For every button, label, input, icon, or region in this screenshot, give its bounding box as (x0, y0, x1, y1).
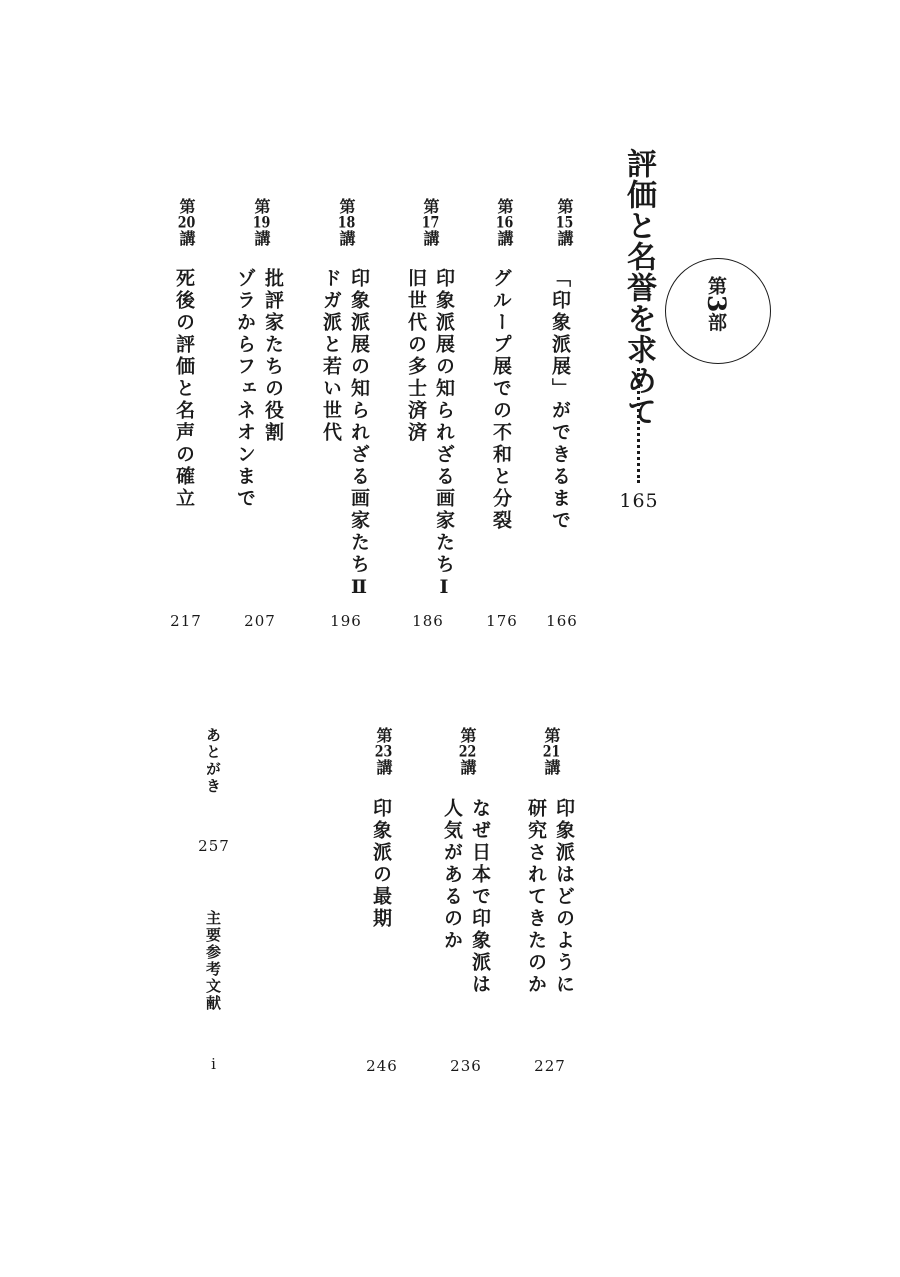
part-title[interactable]: 評価と名誉を求めて (621, 148, 656, 427)
lecture-23-number: 第23講 (374, 727, 393, 775)
lecture-23-page: 246 (366, 1057, 398, 1075)
lecture-18-title-line-2[interactable]: ドガ派と若い世代 (320, 268, 342, 444)
lecture-22-title-line-2[interactable]: 人気があるのか (441, 798, 463, 952)
references-page: i (211, 1055, 217, 1073)
lecture-17-title-line-1[interactable]: 印象派展の知られざる画家たちⅠ (433, 268, 455, 601)
lecture-22-title-line-1[interactable]: なぜ日本で印象派は (469, 798, 491, 996)
lecture-15-page: 166 (546, 612, 578, 630)
lecture-15-number: 第15講 (555, 198, 574, 246)
lecture-21-title-line-1[interactable]: 印象派はどのように (553, 798, 575, 996)
lecture-16-number: 第16講 (495, 198, 514, 246)
afterword-label[interactable]: あとがき (204, 727, 222, 795)
lecture-15-title[interactable]: 「印象派展」ができるまで (549, 268, 571, 532)
lecture-22-page: 236 (450, 1057, 482, 1075)
lecture-18-page: 196 (330, 612, 362, 630)
references-label[interactable]: 主要参考文献 (204, 910, 222, 1012)
lecture-19-page: 207 (244, 612, 276, 630)
lecture-19-number: 第19講 (252, 198, 271, 246)
lecture-19-title-line-2[interactable]: ゾラからフェネオンまで (234, 268, 256, 510)
lecture-21-page: 227 (534, 1057, 566, 1075)
lecture-18-number: 第18講 (337, 198, 356, 246)
lecture-20-number: 第20講 (177, 198, 196, 246)
lecture-17-number: 第17講 (421, 198, 440, 246)
lecture-21-number: 第21講 (542, 727, 561, 775)
lecture-17-title-line-2[interactable]: 旧世代の多士済済 (405, 268, 427, 444)
lecture-21-title-line-2[interactable]: 研究されてきたのか (525, 798, 547, 996)
lecture-18-title-line-1[interactable]: 印象派展の知られざる画家たちⅡ (348, 268, 370, 601)
lecture-22-number: 第22講 (458, 727, 477, 775)
lecture-16-page: 176 (486, 612, 518, 630)
lecture-20-title[interactable]: 死後の評価と名声の確立 (173, 268, 195, 510)
lecture-23-title[interactable]: 印象派の最期 (370, 798, 392, 930)
dot-leader (637, 368, 640, 483)
part-page-number: 165 (619, 490, 659, 512)
lecture-19-title-line-1[interactable]: 批評家たちの役割 (262, 268, 284, 444)
lecture-16-title[interactable]: グループ展での不和と分裂 (490, 268, 512, 532)
part-number-label: 第3部 (702, 276, 731, 332)
lecture-17-page: 186 (412, 612, 444, 630)
lecture-20-page: 217 (170, 612, 202, 630)
afterword-page: 257 (198, 837, 230, 855)
